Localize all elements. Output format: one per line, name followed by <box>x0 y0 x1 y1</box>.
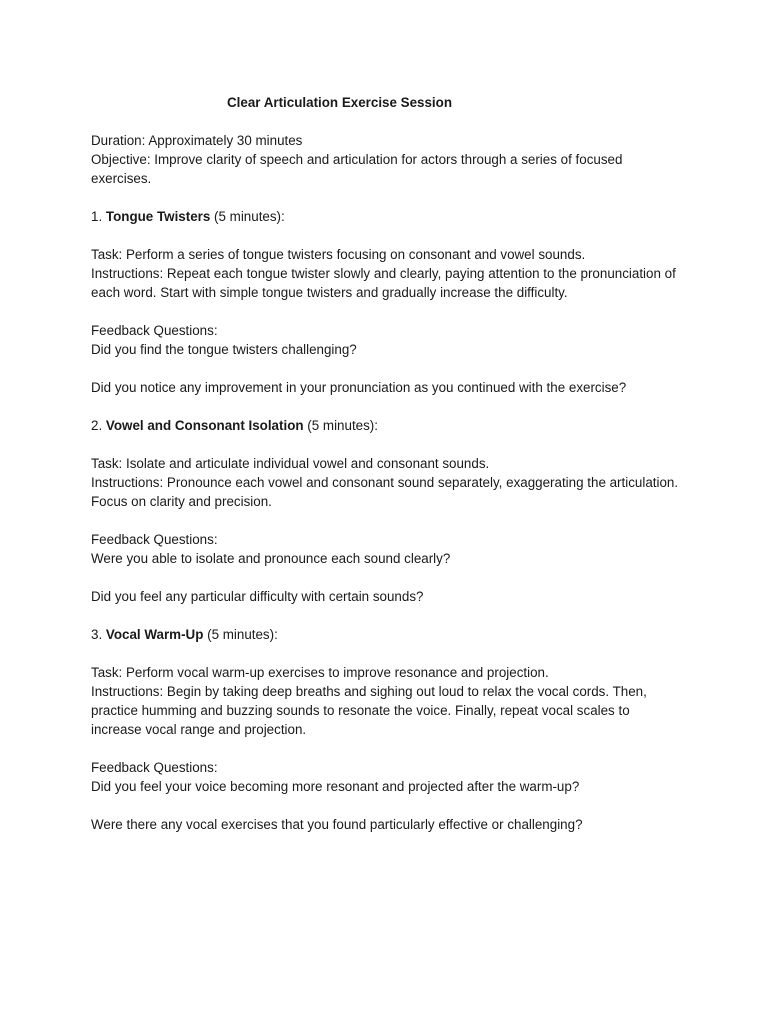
feedback-question: Did you feel any particular difficulty with certain sounds? <box>91 589 424 604</box>
document-body <box>91 131 681 834</box>
feedback-label: Feedback Questions: <box>91 760 218 775</box>
task-line: Task: Isolate and articulate individual vowel and consonant sounds. <box>91 456 490 471</box>
feedback-question: Did you find the tongue twisters challenging? <box>91 342 357 357</box>
section-name: Tongue Twisters <box>105 209 211 224</box>
task-line: Task: Perform a series of tongue twisters focusing on consonant and vowel sounds. <box>91 247 586 262</box>
objective-line: Objective: Improve clarity of speech and articulation for actors through a series of focused exercises. <box>91 152 623 186</box>
instructions-paragraph: Instructions: Begin by taking deep breaths and sighing out loud to relax the vocal cords. Then, practice humming and buzzing sounds to resonate the voice. Finally, repeat vocal scales to increase vocal range and projection. <box>91 684 647 737</box>
section-heading-vowel-consonant-isolation: 2. Vowel and Consonant Isolation (5 minutes): <box>91 418 378 433</box>
section-name: Vowel and Consonant Isolation <box>105 418 304 433</box>
duration-line: Duration: Approximately 30 minutes <box>91 133 303 148</box>
section-heading-tongue-twisters: 1. Tongue Twisters (5 minutes): <box>91 209 285 224</box>
section-name: Vocal Warm-Up <box>105 627 204 642</box>
section-heading-vocal-warm-up: 3. Vocal Warm-Up (5 minutes): <box>91 627 278 642</box>
task-line: Task: Perform vocal warm-up exercises to improve resonance and projection. <box>91 665 549 680</box>
feedback-question: Were you able to isolate and pronounce each sound clearly? <box>91 551 451 566</box>
feedback-label: Feedback Questions: <box>91 323 218 338</box>
feedback-question: Did you feel your voice becoming more resonant and projected after the warm-up? <box>91 779 580 794</box>
feedback-question: Were there any vocal exercises that you found particularly effective or challenging? <box>91 817 583 832</box>
feedback-question: Did you notice any improvement in your pronunciation as you continued with the exercise? <box>91 380 627 395</box>
instructions-paragraph: Instructions: Pronounce each vowel and consonant sound separately, exaggerating the articulation. Focus on clarity and precision. <box>91 475 679 509</box>
document-title: Clear Articulation Exercise Session <box>227 95 453 110</box>
feedback-label: Feedback Questions: <box>91 532 218 547</box>
instructions-paragraph: Instructions: Repeat each tongue twister slowly and clearly, paying attention to the pronunciation of each word. Start with simple tongue twisters and gradually increase the difficulty. <box>91 266 676 300</box>
